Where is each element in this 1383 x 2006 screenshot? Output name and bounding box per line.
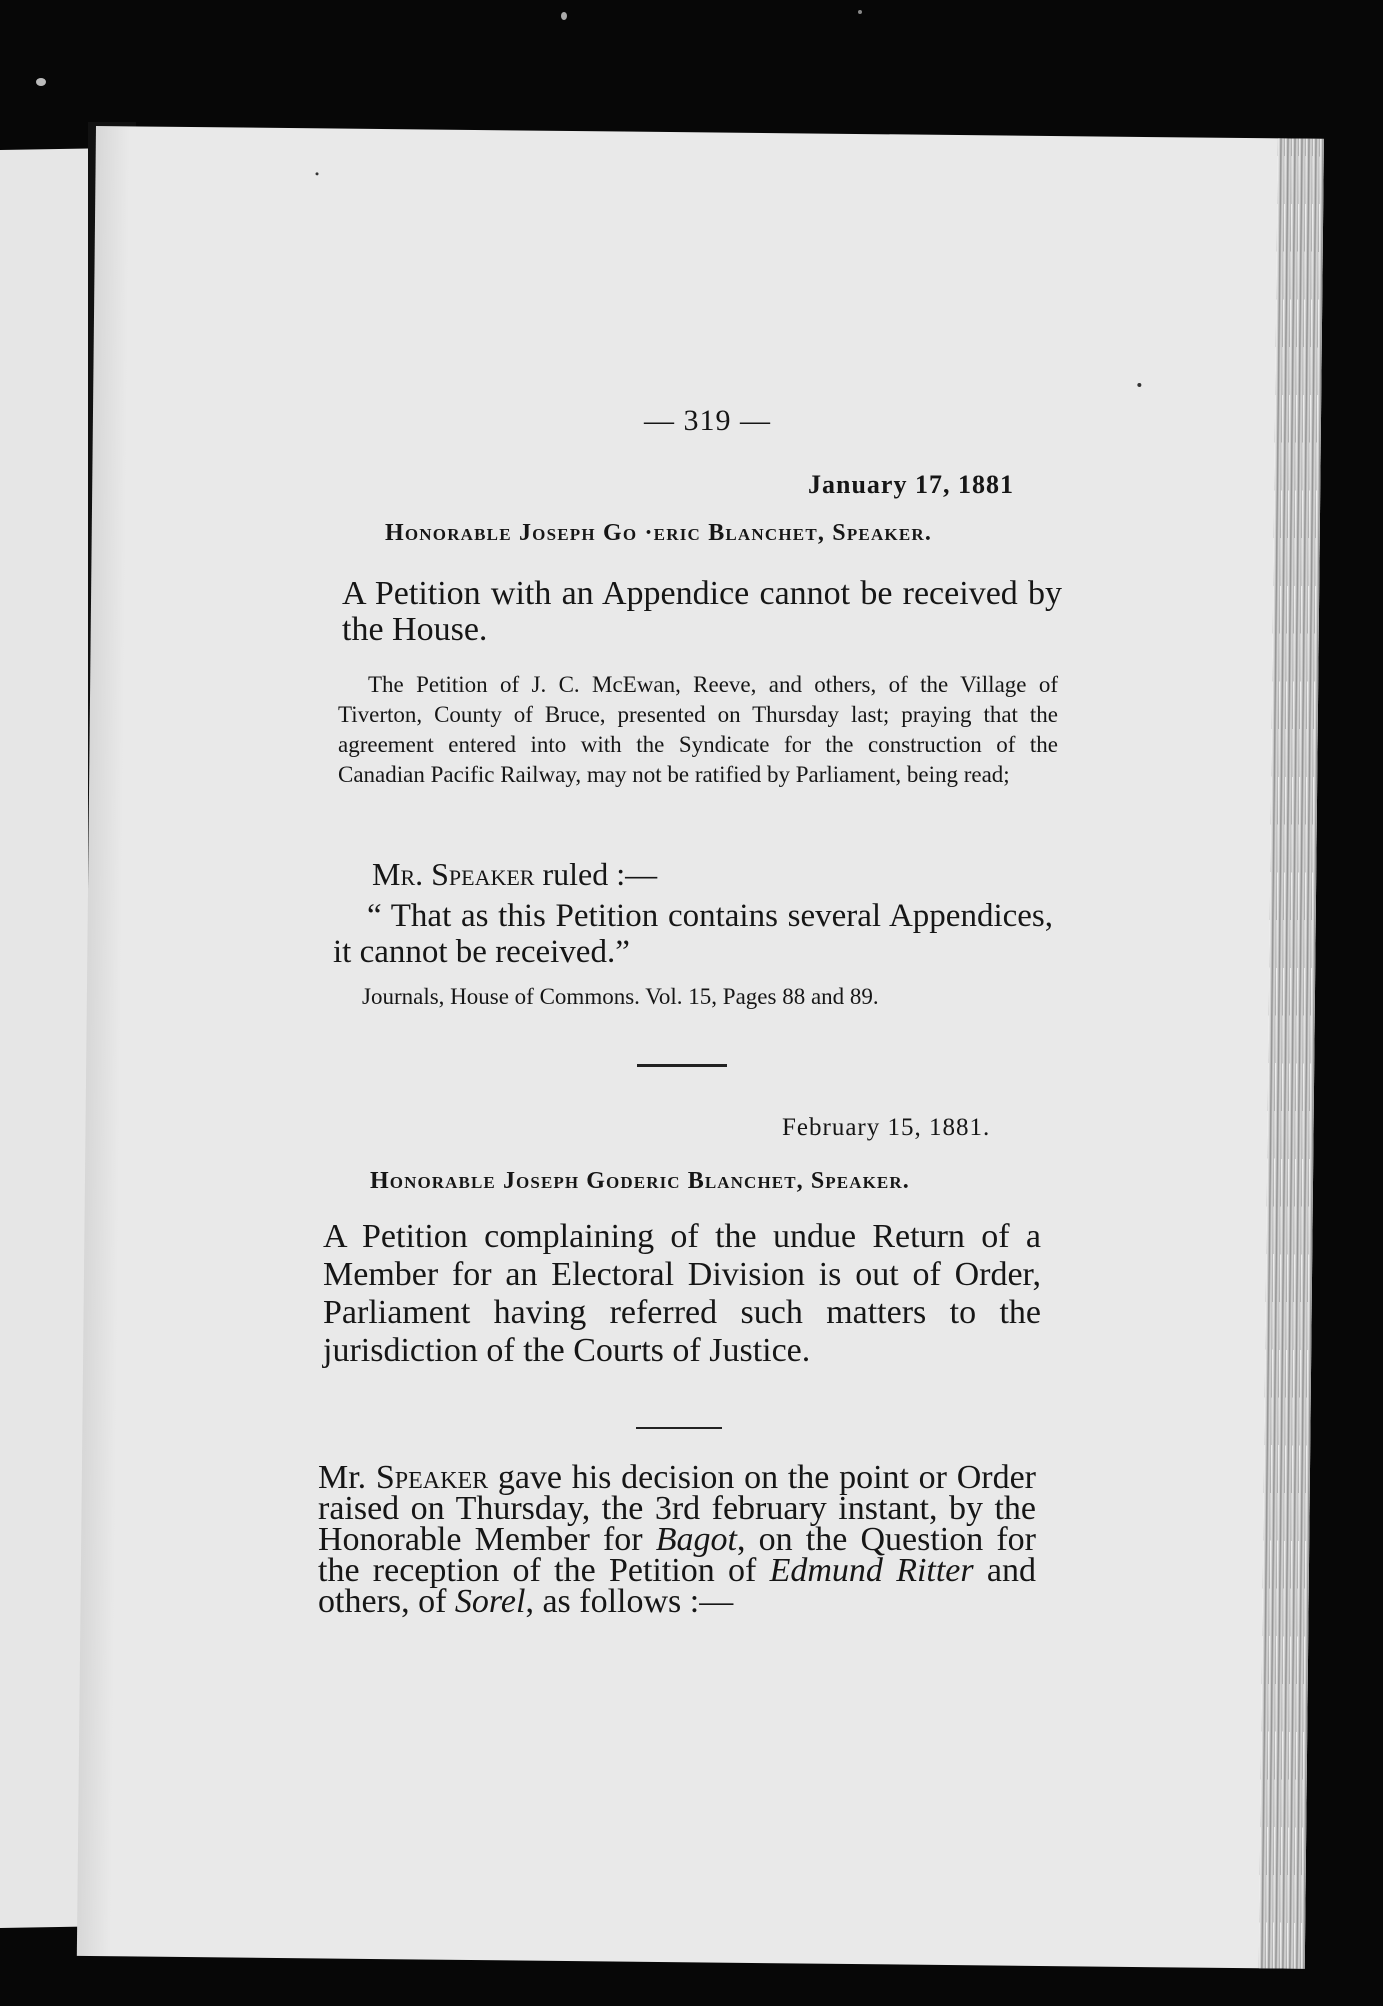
section-divider [637, 1064, 727, 1067]
speaker-name: Mr. Speaker [372, 856, 535, 892]
heading-divider [636, 1427, 722, 1429]
ink-speck [1137, 383, 1141, 387]
dust-speck [858, 10, 862, 14]
page-edges [1259, 138, 1324, 1968]
ruling-1-paragraph: The Petition of J. C. McEwan, Reeve, and others, of the Village of Tiverton, County of Bruce, presented on Thursday last; praying that the agreement entered into with the Syndicate for the construction of the Canadian Pacific Railway, may not be ratified by Parliament, being read; [338, 672, 1058, 787]
page-number: — 319 — [644, 404, 771, 437]
person-name: Edmund Ritter [769, 1552, 974, 1589]
ruling-1-address: Honorable Joseph Go ·eric Blanchet, Speaker. [385, 520, 933, 546]
ruled-suffix: ruled :— [534, 856, 658, 892]
ink-speck [315, 172, 318, 175]
dust-speck [36, 78, 46, 86]
place-name: Sorel [454, 1583, 526, 1620]
decision-part: and others, of [318, 1552, 1036, 1620]
decision-part: , on the Question for the reception of the Petition of [318, 1521, 1036, 1589]
dust-speck [561, 12, 567, 20]
ruling-2-address: Honorable Joseph Goderic Blanchet, Speaker. [370, 1168, 910, 1194]
ruling-2-decision [318, 1459, 1036, 1620]
decision-part: , as follows :— [525, 1583, 734, 1620]
ruling-1-ruled-line [372, 856, 657, 893]
ruling-1-heading: A Petition with an Appendice cannot be received by the House. [342, 575, 1062, 648]
ruling-1-quote: “ That as this Petition contains several Appendices, it cannot be received.” [333, 898, 1053, 970]
ruling-1-date: January 17, 1881 [808, 470, 1014, 499]
scan-border-top [0, 0, 1383, 120]
ruling-1-reference: Journals, House of Commons. Vol. 15, Pages 88 and 89. [362, 984, 879, 1009]
decision-part: gave his decision on the point or Order raised on Thursday, the 3rd february instant, by the Honorable Member for [318, 1459, 1036, 1558]
place-name: Bagot [655, 1521, 737, 1558]
ruling-2-date: February 15, 1881. [782, 1114, 991, 1141]
book-page [77, 126, 1324, 1969]
speaker-name: Speaker [375, 1459, 489, 1496]
ruling-2-heading: A Petition complaining of the undue Return of a Member for an Electoral Division is out of Order, Parliament having referred such matters to the jurisdiction of the Courts of Justice. [323, 1218, 1041, 1369]
decision-part: Mr. [318, 1459, 376, 1496]
